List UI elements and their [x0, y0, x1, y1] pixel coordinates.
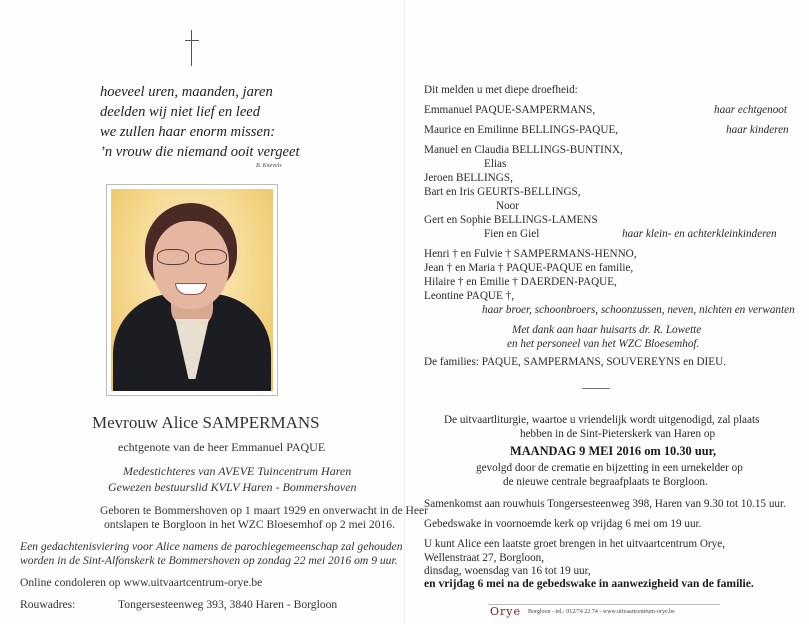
visit-line: U kunt Alice een laatste groet brengen in het uitvaartcentrum Orye,	[424, 538, 726, 550]
wake-line: Gebedswake in voornoemde kerk op vrijdag 6 mei om 19 uur.	[424, 518, 702, 530]
born-died-line: Geboren te Bommershoven op 1 maart 1929 en onverwacht in de Heer	[100, 504, 429, 517]
portrait-photo	[106, 184, 278, 396]
memorial-line: Een gedachtenisviering voor Alice namens de parochiegemeenschap zal gehouden	[20, 540, 403, 553]
fold-line	[404, 0, 405, 624]
sibling-line: Leontine PAQUE †,	[424, 290, 515, 302]
orye-logo: Orye	[490, 605, 522, 618]
service-followed: de nieuwe centrale begraafplaats te Borgloon.	[503, 476, 708, 488]
function-line: Medestichteres van AVEVE Tuincentrum Haren	[123, 464, 352, 478]
poem	[100, 82, 300, 162]
service-followed: gevolgd door de crematie en bijzetting in een urnekelder op	[476, 462, 743, 474]
sibling-line: Hilaire † en Emilie † DAERDEN-PAQUE,	[424, 276, 617, 288]
thanks-line: en het personeel van het WZC Bloesemhof.	[507, 338, 700, 350]
gathering-line: Samenkomst aan rouwhuis Tongersesteenweg 398, Haren van 9.30 tot 10.15 uur.	[424, 498, 786, 510]
online-condolence: Online condoleren op www.uitvaartcentrum-orye.be	[20, 576, 263, 589]
sibling-line: Jean † en Maria † PAQUE-PAQUE en familie,	[424, 262, 634, 274]
grandchild-line: Bart en Iris GEURTS-BELLINGS,	[424, 186, 581, 198]
memorial-line: worden in de Sint-Alfonskerk te Bommershoven op zondag 22 mei 2016 om 9 uur.	[20, 554, 398, 567]
family-relation: haar echtgenoot	[714, 104, 788, 116]
poem-line: hoeveel uren, maanden, jaren	[100, 84, 273, 100]
footer-contact: Borgloon - tel.: 012/74 22 74 - www.uitvaartcentrum-orye.be	[528, 609, 675, 615]
spouse-line: echtgenote van de heer Emmanuel PAQUE	[118, 440, 326, 454]
cross-icon	[185, 30, 199, 66]
grandchildren-relation: haar klein- en achterkleinkinderen	[622, 228, 777, 240]
rouwadres-value: Tongersesteenweg 393, 3840 Haren - Borgloon	[118, 598, 338, 611]
poem-line: deelden wij niet lief en leed	[100, 104, 261, 120]
poem-line: we zullen haar enorm missen:	[100, 124, 276, 140]
visit-line: dinsdag, woensdag van 16 tot 19 uur,	[424, 565, 591, 577]
family-name: Emmanuel PAQUE-SAMPERMANS,	[424, 104, 596, 116]
thanks-line: Met dank aan haar huisarts dr. R. Lowette	[512, 324, 702, 336]
announcement-intro: Dit melden u met diepe droefheid:	[424, 84, 578, 96]
families-line: De families: PAQUE, SAMPERMANS, SOUVEREYNS en DIEU.	[424, 356, 726, 368]
family-name: Maurice en Emilinne BELLINGS-PAQUE,	[424, 124, 619, 136]
grandchild-line: Fien en Giel	[484, 228, 540, 240]
function-line: Gewezen bestuurslid KVLV Haren - Bommershoven	[108, 480, 357, 494]
visit-line: Wellenstraat 27, Borgloon,	[424, 552, 545, 564]
poem-line: ’n vrouw die niemand ooit vergeet	[100, 144, 300, 160]
sibling-line: Henri † en Fulvie † SAMPERMANS-HENNO,	[424, 248, 637, 260]
grandchild-line: Jeroen BELLINGS,	[424, 172, 513, 184]
siblings-relation: haar broer, schoonbroers, schoonzussen, neven, nichten en verwanten	[482, 304, 795, 316]
poem-author: B. Knevels	[256, 163, 282, 169]
service-date: MAANDAG 9 MEI 2016 om 10.30 uur,	[510, 444, 717, 458]
grandchild-line: Elias	[484, 158, 507, 170]
grandchild-line: Noor	[496, 200, 519, 212]
family-relation: haar kinderen	[726, 124, 789, 136]
service-intro: De uitvaartliturgie, waartoe u vriendelijk wordt uitgenodigd, zal plaats	[444, 414, 760, 426]
born-died-line: ontslapen te Borgloon in het WZC Bloesemhof op 2 mei 2016.	[104, 518, 395, 531]
divider	[582, 388, 610, 389]
rouwadres-label: Rouwadres:	[20, 598, 76, 611]
deceased-name: Mevrouw Alice SAMPERMANS	[92, 413, 320, 432]
footer-divider	[488, 604, 720, 605]
grandchild-line: Gert en Sophie BELLINGS-LAMENS	[424, 214, 598, 226]
visit-bold-line: en vrijdag 6 mei na de gebedswake in aanwezigheid van de familie.	[424, 577, 754, 590]
service-intro: hebben in de Sint-Pieterskerk van Haren op	[520, 428, 716, 440]
grandchild-line: Manuel en Claudia BELLINGS-BUNTINX,	[424, 144, 623, 156]
